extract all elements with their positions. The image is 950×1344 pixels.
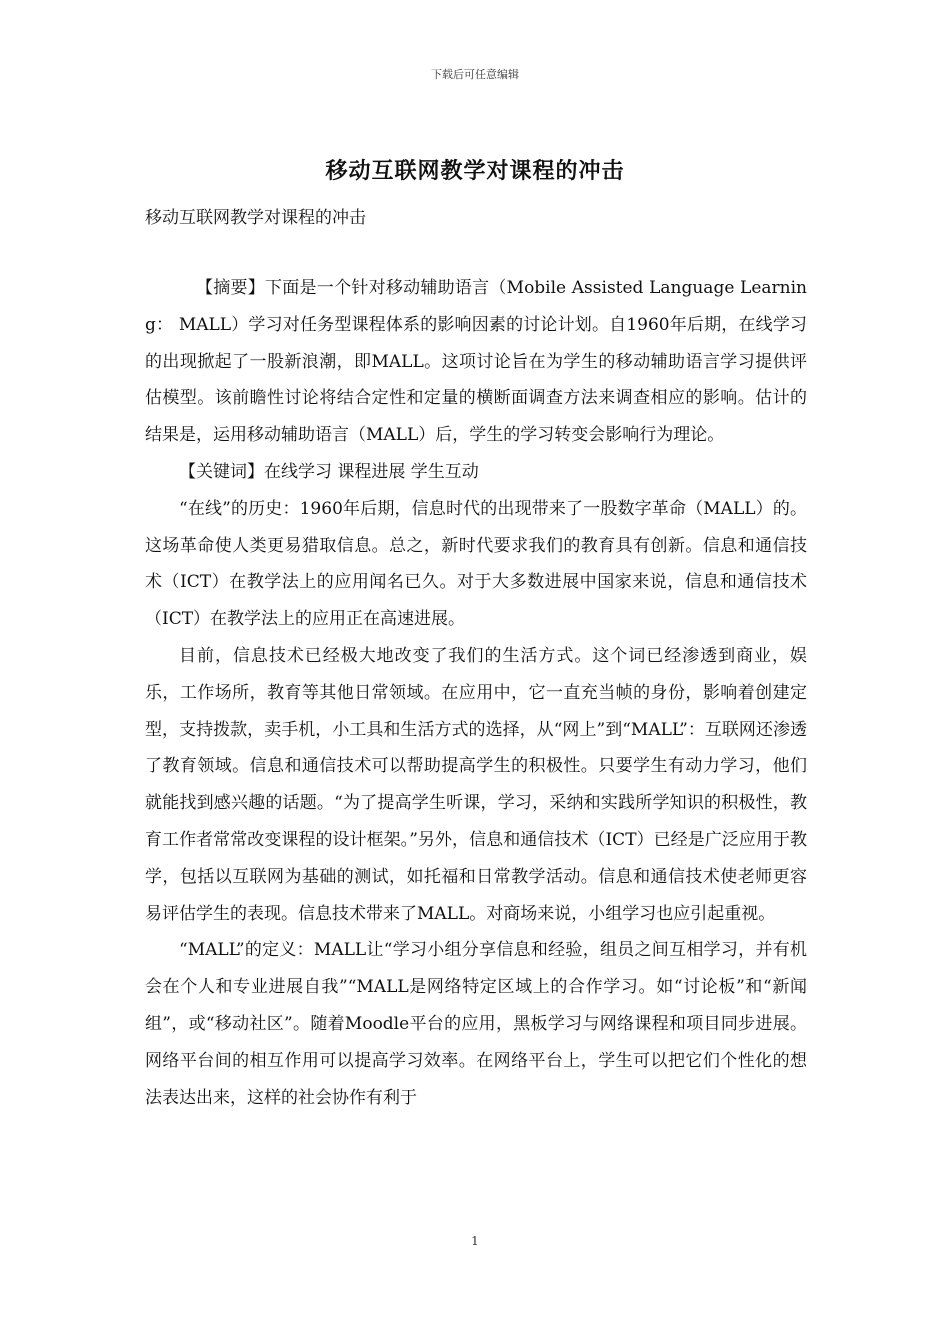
body-paragraph-definition: “MALL”的定义：MALL让“学习小组分享信息和经验，组员之间互相学习，并有机会在个人和专业进展自我”“MALL是网络特定区域上的合作学习。如“讨论板”和“新闻组”，或“移动社区”。随着Moodle平台的应用，黑板学习与网络课程和项目同步进展。网络平台间的相互作用可以提高学习效率。在网络平台上，学生可以把它们个性化的想法表达出来，这样的社会协作有利于 [145, 940, 807, 1108]
keywords-paragraph: 【关键词】在线学习 课程进展 学生互动 [179, 461, 479, 482]
page-number: 1 [471, 1234, 479, 1248]
abstract-paragraph: 【摘要】下面是一个针对移动辅助语言（Mobile Assisted Language Learning： MALL）学习对任务型课程体系的影响因素的讨论计划。自1960年后期，在线学习的出现掀起了一股新浪潮，即MALL。这项讨论旨在为学生的移动辅助语言学习提供评估模型。该前瞻性讨论将结合定性和定量的横断面调查方法来调查相应的影响。估计的结果是，运用移动辅助语言（MALL）后，学生的学习转变会影响行为理论。 [145, 278, 807, 446]
document-body [145, 270, 807, 1116]
document-subtitle: 移动互联网教学对课程的冲击 [145, 208, 366, 228]
document-title: 移动互联网教学对课程的冲击 [325, 159, 625, 184]
body-paragraph-history: “在线”的历史：1960年后期，信息时代的出现带来了一股数字革命（MALL）的。这场革命使人类更易猎取信息。总之，新时代要求我们的教育具有创新。信息和通信技术（ICT）在教学法上的应用闻名已久。对于大多数进展中国家来说，信息和通信技术（ICT）在教学法上的应用正在高速进展。 [145, 498, 807, 630]
body-paragraph-current: 目前，信息技术已经极大地改变了我们的生活方式。这个词已经渗透到商业，娱乐，工作场所，教育等其他日常领域。在应用中，它一直充当帧的身份，影响着创建定型，支持拨款，卖手机，小工具和生活方式的选择，从“网上”到“MALL”：互联网还渗透了教育领域。信息和通信技术可以帮助提高学生的积极性。只要学生有动力学习，他们就能找到感兴趣的话题。“为了提高学生听课，学习，采纳和实践所学知识的积极性，教育工作者常常改变课程的设计框架。”另外，信息和通信技术（ICT）已经是广泛应用于教学，包括以互联网为基础的测试，如托福和日常教学活动。信息和通信技术使老师更容易评估学生的表现。信息技术带来了MALL。对商场来说，小组学习也应引起重视。 [145, 645, 807, 924]
page-header-note: 下载后可任意编辑 [431, 68, 519, 81]
